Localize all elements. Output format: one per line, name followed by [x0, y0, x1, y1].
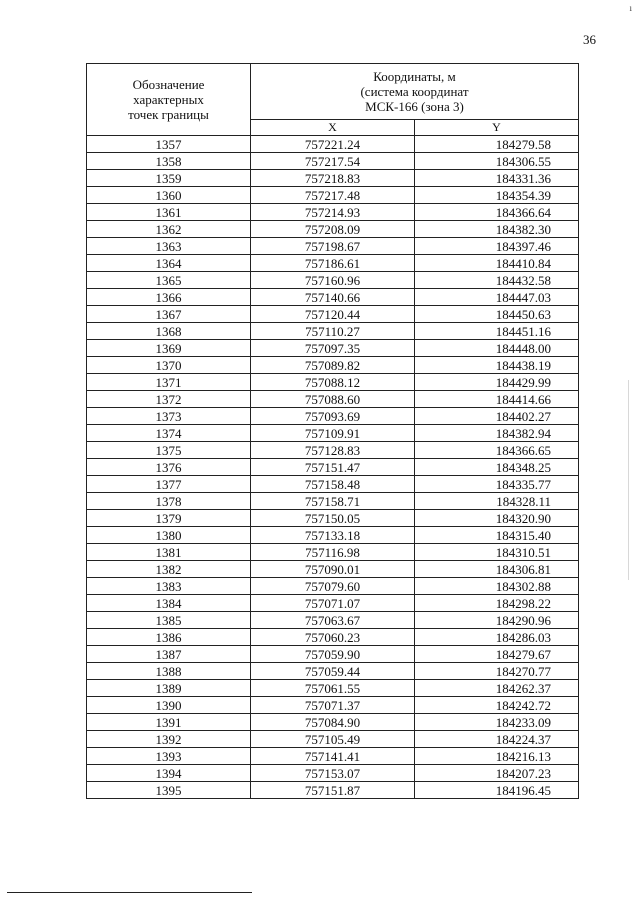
y-coordinate-cell: 184320.90: [415, 510, 579, 527]
table-row: [87, 408, 579, 425]
x-coordinate-cell: 757116.98: [251, 544, 415, 561]
y-coordinate-cell: 184306.81: [415, 561, 579, 578]
table-row: [87, 391, 579, 408]
x-coordinate-cell: 757158.71: [251, 493, 415, 510]
y-coordinate-cell: 184382.94: [415, 425, 579, 442]
x-coordinate-cell: 757140.66: [251, 289, 415, 306]
point-number-cell: 1388: [87, 663, 251, 680]
margin-line: [628, 380, 629, 580]
y-coordinate-cell: 184354.39: [415, 187, 579, 204]
y-coordinate-cell: 184279.58: [415, 136, 579, 153]
point-number-cell: 1387: [87, 646, 251, 663]
y-coordinate-cell: 184310.51: [415, 544, 579, 561]
x-coordinate-cell: 757079.60: [251, 578, 415, 595]
table-row: [87, 323, 579, 340]
y-coordinate-cell: 184450.63: [415, 306, 579, 323]
y-coordinate-cell: 184279.67: [415, 646, 579, 663]
table-row: [87, 544, 579, 561]
point-number-cell: 1360: [87, 187, 251, 204]
y-coordinate-cell: 184448.00: [415, 340, 579, 357]
x-coordinate-cell: 757109.91: [251, 425, 415, 442]
y-coordinate-cell: 184335.77: [415, 476, 579, 493]
x-coordinate-cell: 757150.05: [251, 510, 415, 527]
x-coordinate-cell: 757141.41: [251, 748, 415, 765]
coords-header-line-1: Координаты, м: [373, 68, 456, 84]
point-number-cell: 1368: [87, 323, 251, 340]
point-number-cell: 1373: [87, 408, 251, 425]
x-coordinate-cell: 757153.07: [251, 765, 415, 782]
y-coordinate-cell: 184410.84: [415, 255, 579, 272]
x-coordinate-cell: 757151.87: [251, 782, 415, 799]
table-row: [87, 187, 579, 204]
x-coordinate-cell: 757221.24: [251, 136, 415, 153]
table-row: [87, 204, 579, 221]
x-coordinate-cell: 757160.96: [251, 272, 415, 289]
point-number-cell: 1389: [87, 680, 251, 697]
x-coordinate-cell: 757128.83: [251, 442, 415, 459]
table-row: [87, 595, 579, 612]
point-number-cell: 1357: [87, 136, 251, 153]
table-row: [87, 476, 579, 493]
points-header-line-2: характерных: [133, 92, 204, 107]
x-coordinate-cell: 757071.37: [251, 697, 415, 714]
point-number-cell: 1385: [87, 612, 251, 629]
x-coordinate-cell: 757071.07: [251, 595, 415, 612]
x-coordinate-cell: 757088.12: [251, 374, 415, 391]
table-row: [87, 170, 579, 187]
corner-mark: ı: [629, 3, 632, 13]
table-row: [87, 221, 579, 238]
coords-header-line-3: МСК-166 (зона 3): [365, 98, 464, 114]
table-row: [87, 680, 579, 697]
point-number-cell: 1392: [87, 731, 251, 748]
x-coordinate-cell: 757186.61: [251, 255, 415, 272]
y-coordinate-cell: 184306.55: [415, 153, 579, 170]
table-row: [87, 459, 579, 476]
y-column-header: Y: [415, 119, 579, 135]
table-row: [87, 510, 579, 527]
y-coordinate-cell: 184451.16: [415, 323, 579, 340]
table-row: [87, 612, 579, 629]
x-column-header: X: [251, 119, 415, 135]
point-number-cell: 1380: [87, 527, 251, 544]
x-coordinate-cell: 757063.67: [251, 612, 415, 629]
x-coordinate-cell: 757208.09: [251, 221, 415, 238]
x-coordinate-cell: 757093.69: [251, 408, 415, 425]
point-number-cell: 1382: [87, 561, 251, 578]
x-coordinate-cell: 757084.90: [251, 714, 415, 731]
point-number-cell: 1390: [87, 697, 251, 714]
table-row: [87, 697, 579, 714]
y-coordinate-cell: 184196.45: [415, 782, 579, 799]
point-number-cell: 1365: [87, 272, 251, 289]
x-coordinate-cell: 757158.48: [251, 476, 415, 493]
x-coordinate-cell: 757060.23: [251, 629, 415, 646]
y-coordinate-cell: 184298.22: [415, 595, 579, 612]
point-number-cell: 1371: [87, 374, 251, 391]
y-coordinate-cell: 184366.65: [415, 442, 579, 459]
x-coordinate-cell: 757217.54: [251, 153, 415, 170]
y-coordinate-cell: 184331.36: [415, 170, 579, 187]
point-number-cell: 1366: [87, 289, 251, 306]
y-coordinate-cell: 184233.09: [415, 714, 579, 731]
y-coordinate-cell: 184366.64: [415, 204, 579, 221]
point-number-cell: 1394: [87, 765, 251, 782]
x-coordinate-cell: 757059.44: [251, 663, 415, 680]
point-number-cell: 1364: [87, 255, 251, 272]
points-header-line-1: Обозначение: [132, 77, 205, 92]
point-number-cell: 1361: [87, 204, 251, 221]
table-row: [87, 153, 579, 170]
point-number-cell: 1386: [87, 629, 251, 646]
coordinates-table: [86, 63, 579, 799]
point-number-cell: 1377: [87, 476, 251, 493]
point-number-cell: 1381: [87, 544, 251, 561]
table-row: [87, 629, 579, 646]
coords-header-line-2: (система координат: [360, 83, 469, 99]
table-row: [87, 527, 579, 544]
y-coordinate-cell: 184262.37: [415, 680, 579, 697]
y-coordinate-cell: 184290.96: [415, 612, 579, 629]
y-coordinate-cell: 184382.30: [415, 221, 579, 238]
table-row: [87, 442, 579, 459]
table-row: [87, 306, 579, 323]
y-coordinate-cell: 184438.19: [415, 357, 579, 374]
table-row: [87, 578, 579, 595]
table-row: [87, 748, 579, 765]
point-number-cell: 1376: [87, 459, 251, 476]
table-row: [87, 272, 579, 289]
point-number-cell: 1363: [87, 238, 251, 255]
point-number-cell: 1359: [87, 170, 251, 187]
point-number-cell: 1367: [87, 306, 251, 323]
table-row: [87, 238, 579, 255]
coordinates-header: [251, 64, 579, 120]
table-row: [87, 714, 579, 731]
point-number-cell: 1379: [87, 510, 251, 527]
points-column-header: [87, 64, 251, 136]
x-coordinate-cell: 757217.48: [251, 187, 415, 204]
y-coordinate-cell: 184397.46: [415, 238, 579, 255]
table-body: [87, 136, 579, 799]
y-coordinate-cell: 184270.77: [415, 663, 579, 680]
point-number-cell: 1378: [87, 493, 251, 510]
y-coordinate-cell: 184315.40: [415, 527, 579, 544]
x-coordinate-cell: 757089.82: [251, 357, 415, 374]
page-number: 36: [583, 32, 596, 47]
table-row: [87, 357, 579, 374]
x-coordinate-cell: 757110.27: [251, 323, 415, 340]
point-number-cell: 1362: [87, 221, 251, 238]
table-row: [87, 255, 579, 272]
y-coordinate-cell: 184207.23: [415, 765, 579, 782]
points-header-line-3: точек границы: [128, 107, 209, 122]
y-coordinate-cell: 184348.25: [415, 459, 579, 476]
x-coordinate-cell: 757214.93: [251, 204, 415, 221]
x-coordinate-cell: 757151.47: [251, 459, 415, 476]
table-row: [87, 782, 579, 799]
y-coordinate-cell: 184286.03: [415, 629, 579, 646]
table-row: [87, 663, 579, 680]
y-coordinate-cell: 184429.99: [415, 374, 579, 391]
table-row: [87, 493, 579, 510]
x-coordinate-cell: 757218.83: [251, 170, 415, 187]
x-coordinate-cell: 757061.55: [251, 680, 415, 697]
table-row: [87, 136, 579, 153]
y-coordinate-cell: 184302.88: [415, 578, 579, 595]
point-number-cell: 1391: [87, 714, 251, 731]
x-coordinate-cell: 757097.35: [251, 340, 415, 357]
table-row: [87, 289, 579, 306]
table-row: [87, 731, 579, 748]
x-coordinate-cell: 757198.67: [251, 238, 415, 255]
y-coordinate-cell: 184242.72: [415, 697, 579, 714]
footer-rule: [7, 892, 252, 893]
point-number-cell: 1384: [87, 595, 251, 612]
table-row: [87, 425, 579, 442]
table-row: [87, 561, 579, 578]
point-number-cell: 1372: [87, 391, 251, 408]
table-row: [87, 340, 579, 357]
point-number-cell: 1374: [87, 425, 251, 442]
y-coordinate-cell: 184328.11: [415, 493, 579, 510]
point-number-cell: 1395: [87, 782, 251, 799]
x-coordinate-cell: 757090.01: [251, 561, 415, 578]
point-number-cell: 1393: [87, 748, 251, 765]
y-coordinate-cell: 184432.58: [415, 272, 579, 289]
table-row: [87, 646, 579, 663]
y-coordinate-cell: 184447.03: [415, 289, 579, 306]
y-coordinate-cell: 184216.13: [415, 748, 579, 765]
point-number-cell: 1370: [87, 357, 251, 374]
table-row: [87, 374, 579, 391]
x-coordinate-cell: 757120.44: [251, 306, 415, 323]
table-row: [87, 765, 579, 782]
x-coordinate-cell: 757059.90: [251, 646, 415, 663]
point-number-cell: 1358: [87, 153, 251, 170]
y-coordinate-cell: 184414.66: [415, 391, 579, 408]
x-coordinate-cell: 757088.60: [251, 391, 415, 408]
point-number-cell: 1383: [87, 578, 251, 595]
point-number-cell: 1369: [87, 340, 251, 357]
y-coordinate-cell: 184224.37: [415, 731, 579, 748]
y-coordinate-cell: 184402.27: [415, 408, 579, 425]
point-number-cell: 1375: [87, 442, 251, 459]
x-coordinate-cell: 757105.49: [251, 731, 415, 748]
x-coordinate-cell: 757133.18: [251, 527, 415, 544]
